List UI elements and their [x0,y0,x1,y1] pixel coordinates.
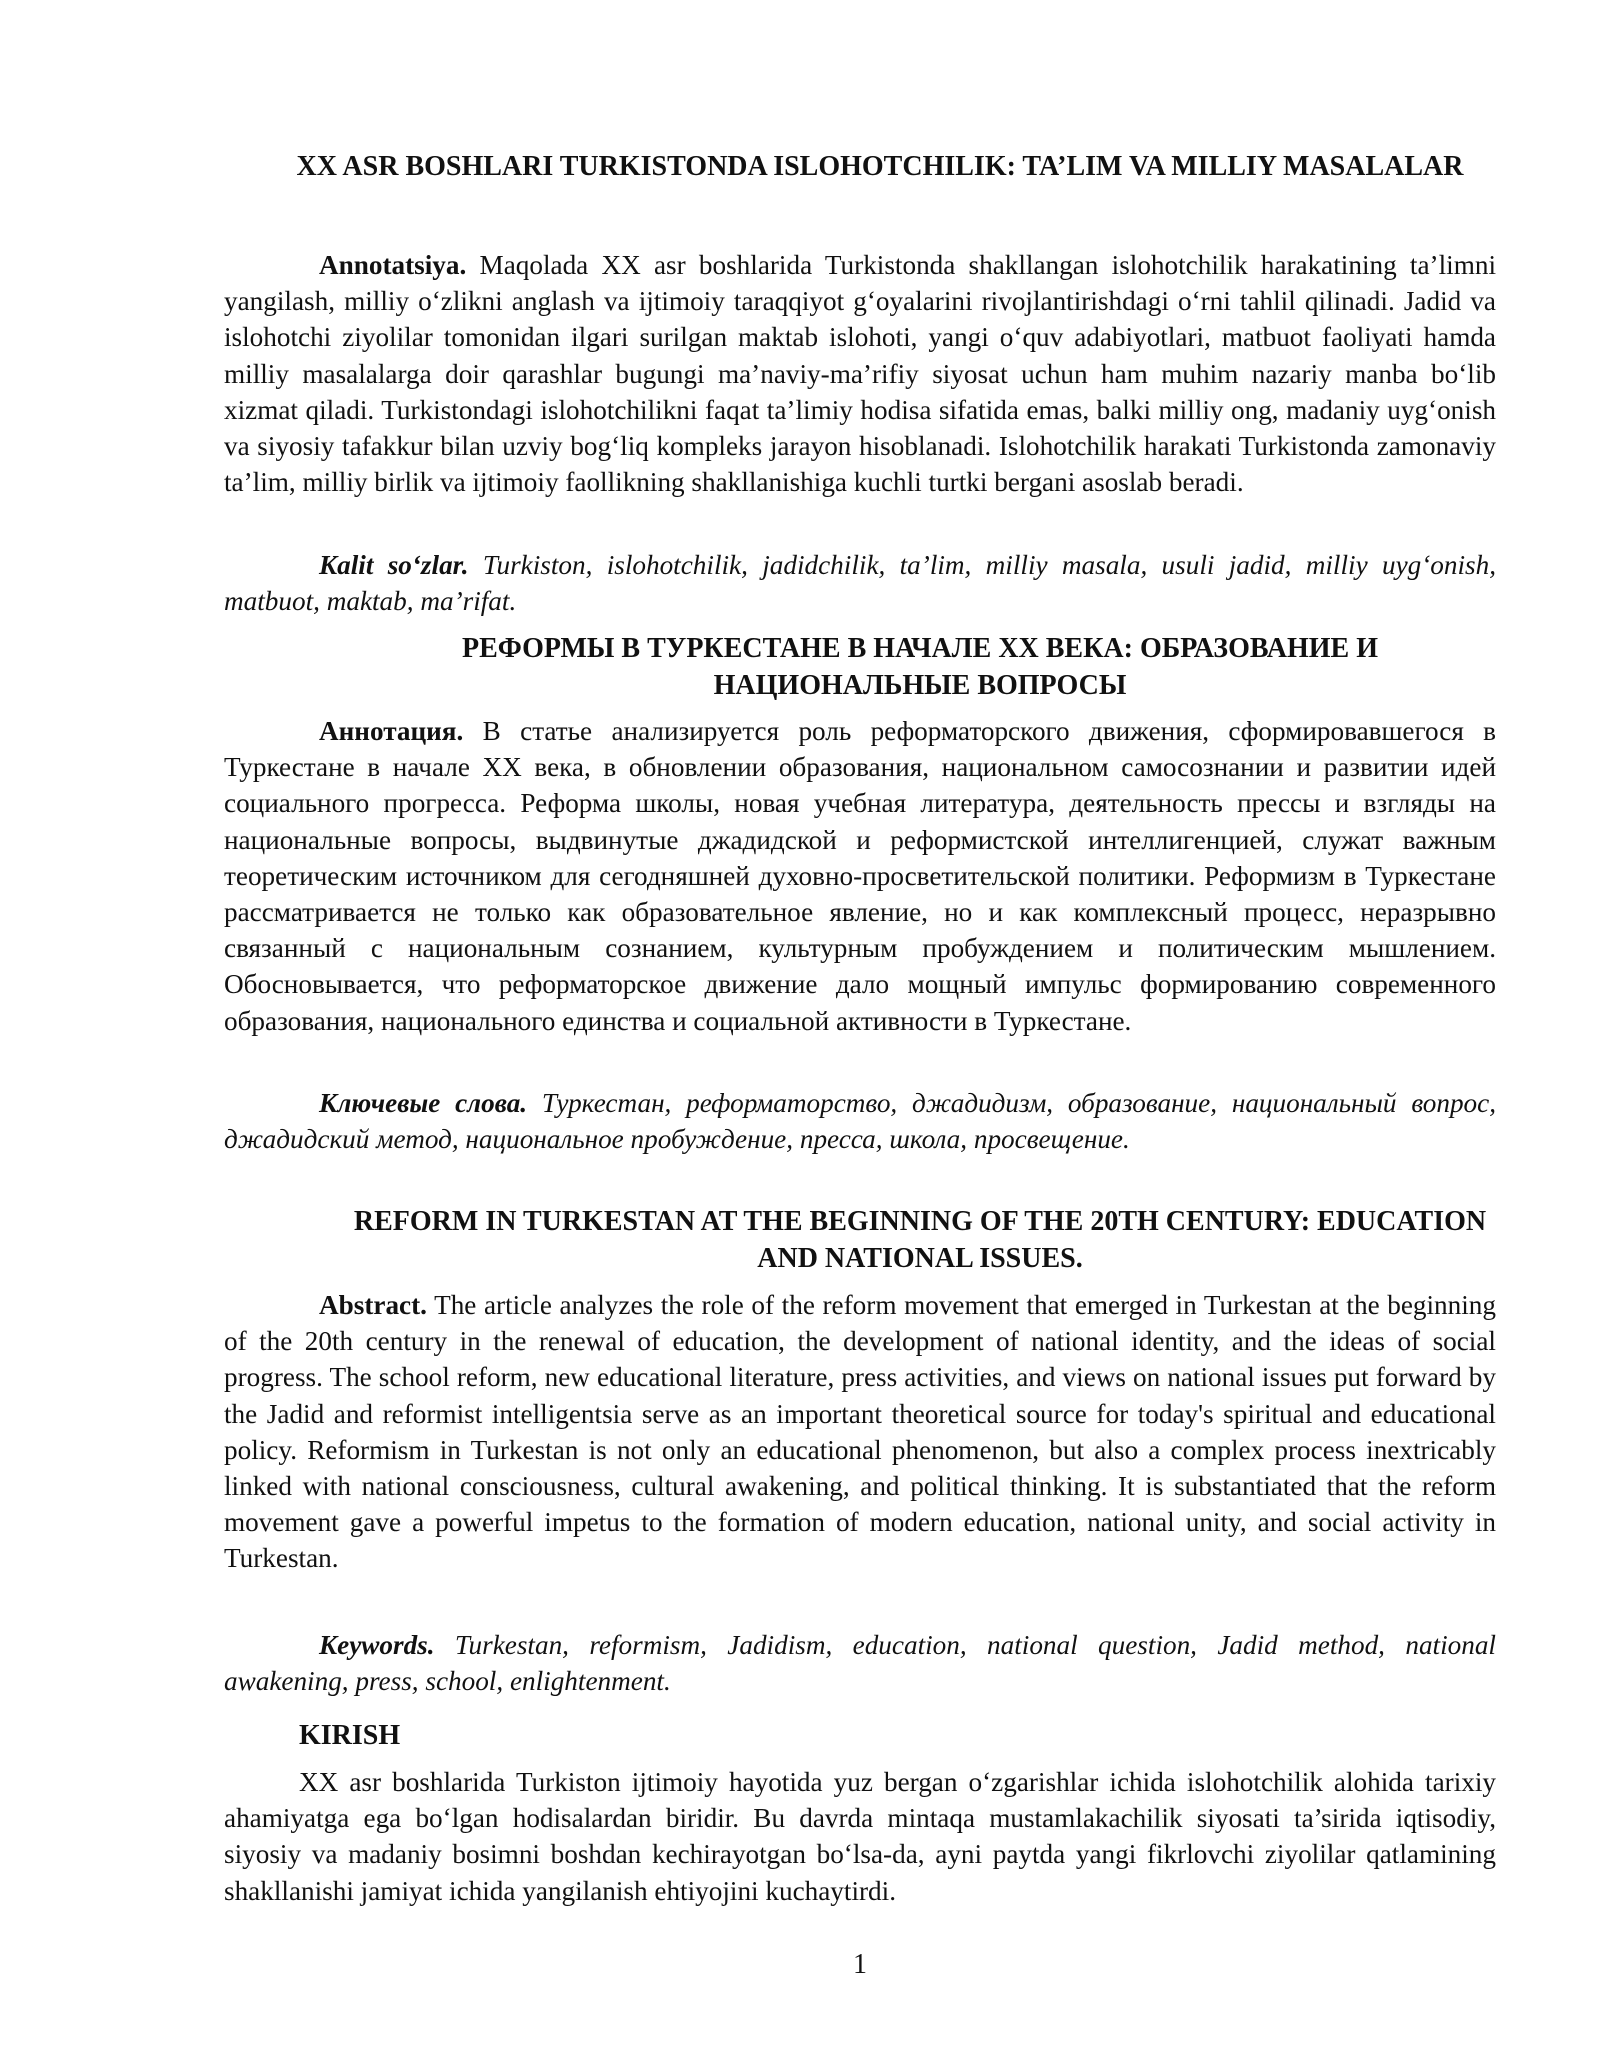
keywords-english [224,1627,1496,1699]
abstract-label-russian: Аннотация. [319,716,464,746]
page-number: 1 [853,1949,867,1980]
abstract-label-english: Abstract. [319,1290,427,1320]
document-page [224,0,1496,2070]
title-english: REFORM IN TURKESTAN AT THE BEGINNING OF THE 20TH CENTURY: EDUCATION AND NATIONAL ISSUES. [353,1206,1487,1274]
abstract-text-uzbek: Maqolada XX asr boshlarida Turkistonda shakllangan islohotchilik harakatining ta’limni yangilash, milliy o‘zlikni anglash va ijtimoiy taraqqiyot g‘oyalarini rivojlantirishdagi o‘rni tahlil qilinadi. Jadid va islohotchi ziyolilar tomonidan ilgari surilgan maktab islohoti, yangi o‘quv adabiyotlari, matbuot faoliyati hamda milliy masalalarga doir qarashlar bugungi ma’naviy-ma’rifiy siyosat uchun ham muhim nazariy manba bo‘lib xizmat qiladi. Turkistondagi islohotchilikni faqat ta’limiy hodisa sifatida emas, balki milliy ong, madaniy uyg‘onish va siyosiy tafakkur bilan uzviy bog‘liq kompleks jarayon hisoblanadi. Islohotchilik harakati Turkistonda zamonaviy ta’lim, milliy birlik va ijtimoiy faollikning shakllanishiga kuchli turtki bergani asoslab beradi. [224,250,1496,498]
intro-paragraph: XX asr boshlarida Turkiston ijtimoiy hayotida yuz bergan o‘zgarishlar ichida islohotchilik alohida tarixiy ahamiyatga ega bo‘lgan hodisalardan biridir. Bu davrda mintaqa mustamlakachilik siyosati ta’sirida iqtisodiy, siyosiy va madaniy bosimni boshdan kechirayotgan bo‘lsa-da, ayni paytda yangi fikrlovchi ziyolilar qatlamining shakllanishi jamiyat ichida yangilanish ehtiyojini kuchaytirdi. [224,1767,1496,1906]
keywords-text-uzbek: Turkiston, islohotchilik, jadidchilik, ta’lim, milliy masala, usuli jadid, milliy uyg‘onish, matbuot, maktab, ma’rifat. [224,550,1496,617]
keywords-russian [224,1085,1496,1157]
title-russian: РЕФОРМЫ В ТУРКЕСТАНЕ В НАЧАЛЕ XX ВЕКА: ОБРАЗОВАНИЕ И НАЦИОНАЛЬНЫЕ ВОПРОСЫ [461,633,1378,701]
abstract-uzbek [224,247,1496,500]
keywords-label-english: Keywords. [319,1630,435,1660]
abstract-text-russian: В статье анализируется роль реформаторского движения, сформировавшегося в Туркестане в начале XX века, в обновлении образования, национальном самосознании и развитии идей социального прогресса. Реформа школы, новая учебная литература, деятельность прессы и взгляды на национальные вопросы, выдвинутые джадидской и реформистской интеллигенцией, служат важным теоретическим источником для сегодняшней духовно-просветительской политики. Реформизм в Туркестане рассматривается не только как образовательное явление, но и как комплексный процесс, неразрывно связанный с национальным сознанием, культурным пробуждением и политическим мышлением. Обосновывается, что реформаторское движение дало мощный импульс формированию современного образования, национального единства и социальной активности в Туркестане. [224,716,1496,1036]
keywords-text-english: Turkestan, reformism, Jadidism, education, national question, Jadid method, national awakening, press, school, enlightenment. [224,1630,1496,1697]
abstract-text-english: The article analyzes the role of the reform movement that emerged in Turkestan at the beginning of the 20th century in the renewal of education, the development of national identity, and the ideas of social progress. The school reform, new educational literature, press activities, and views on national issues put forward by the Jadid and reformist intelligentsia serve as an important theoretical source for today's spiritual and educational policy. Reformism in Turkestan is not only an educational phenomenon, but also a complex process inextricably linked with national consciousness, cultural awakening, and political thinking. It is substantiated that the reform movement gave a powerful impetus to the formation of modern education, national unity, and social activity in Turkestan. [224,1290,1496,1574]
keywords-text-russian: Туркестан, реформаторство, джадидизм, образование, национальный вопрос, джадидский метод, национальное пробуждение, пресса, школа, просвещение. [224,1088,1497,1155]
keywords-uzbek [224,547,1496,619]
keywords-label-russian: Ключевые слова. [319,1088,528,1118]
title-uzbek: XX ASR BOSHLARI TURKISTONDA ISLOHOTCHILIK: TA’LIM VA MILLIY MASALALAR [296,151,1464,182]
abstract-english [224,1287,1496,1577]
keywords-label-uzbek: Kalit so‘zlar. [319,550,469,580]
abstract-label-uzbek: Annotatsiya. [319,250,467,280]
section-heading-intro: KIRISH [299,1720,401,1751]
abstract-russian [224,713,1496,1039]
